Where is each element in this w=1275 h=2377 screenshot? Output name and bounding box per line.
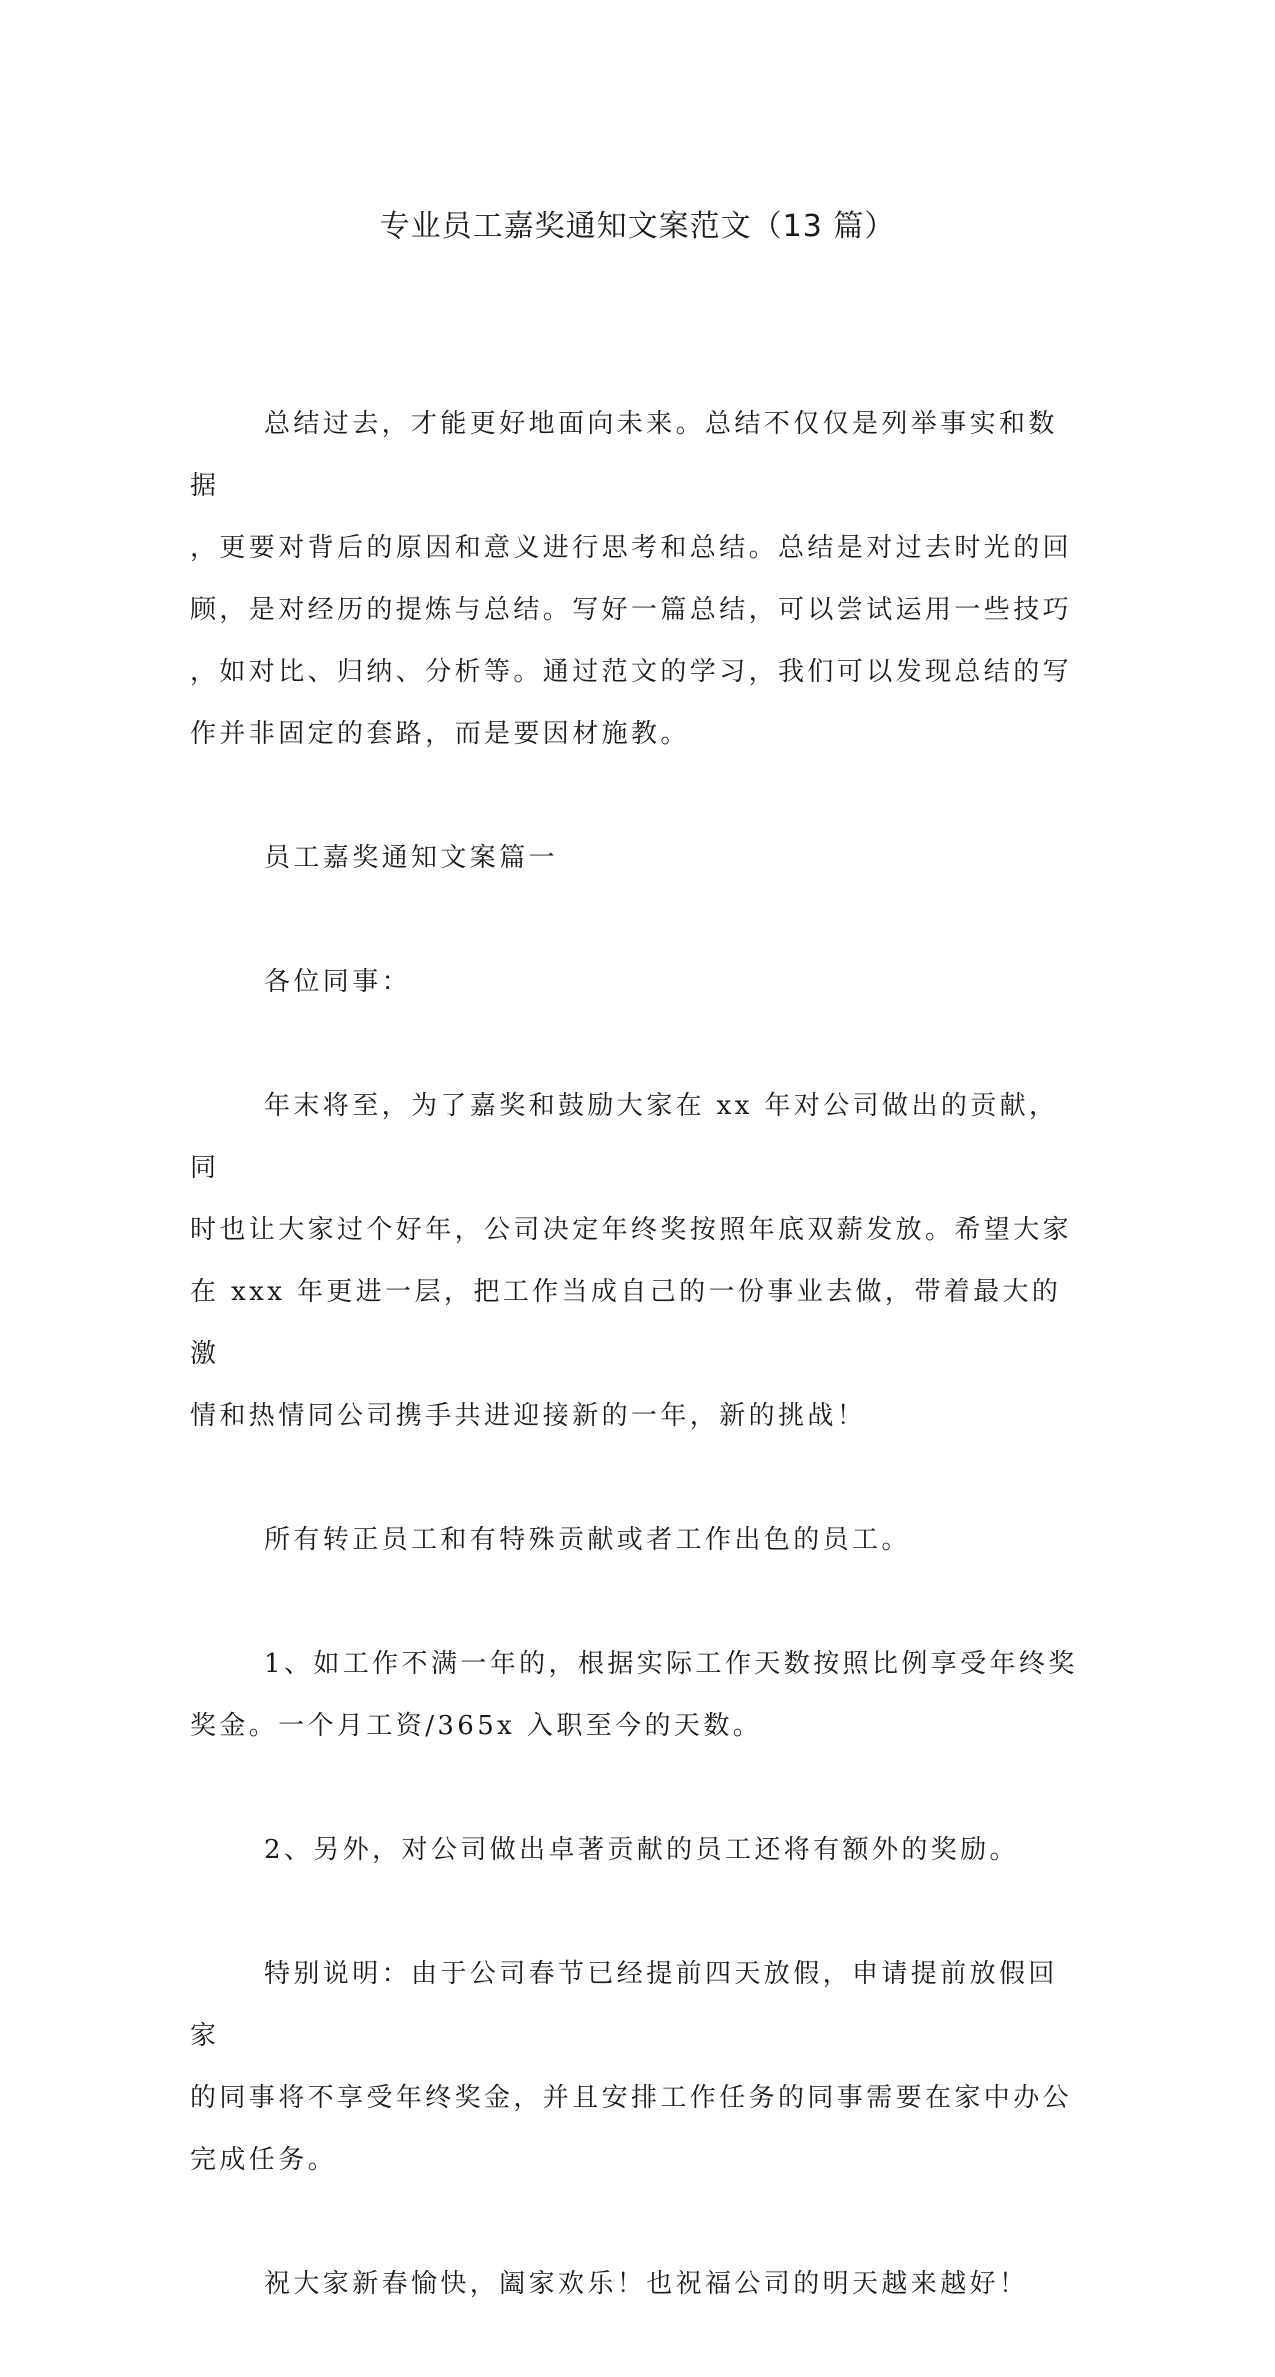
paragraph-intro: 总结过去，才能更好地面向未来。总结不仅仅是列举事实和数据 ，更要对背后的原因和意义进行思考和总结。总结是对过去时光的回 顾，是对经历的提炼与总结。写好一篇总结，可以尝试运用一些技巧 ，如对比、归纳、分析等。通过范文的学习，我们可以发现总结的写 作并非固定的套路，而是要因材施教。 bbox=[190, 409, 1073, 749]
paragraph-item-2: 2、另外，对公司做出卓著贡献的员工还将有额外的奖励。 bbox=[264, 1835, 1019, 1865]
document-title: 专业员工嘉奖通知文案范文（13 篇） bbox=[379, 209, 896, 244]
paragraph-item-1: 1、如工作不满一年的，根据实际工作天数按照比例享受年终奖 奖金。一个月工资/365x 入职至今的天数。 bbox=[190, 1649, 1078, 1741]
paragraph-closing: 祝大家新春愉快，阖家欢乐！也祝福公司的明天越来越好！ bbox=[264, 2269, 1029, 2299]
document-body bbox=[190, 331, 1078, 2377]
paragraph-eligibility: 所有转正员工和有特殊贡献或者工作出色的员工。 bbox=[264, 1525, 911, 1555]
paragraph-salutation: 各位同事： bbox=[264, 967, 412, 997]
paragraph-announcement: 年末将至，为了嘉奖和鼓励大家在 xx 年对公司做出的贡献，同 时也让大家过个好年，公司决定年终奖按照年底双薪发放。希望大家 在 xxx 年更进一层，把工作当成自己的一份事业去做，带着最大的激 情和热情同公司携手共进迎接新的一年，新的挑战！ bbox=[190, 1091, 1073, 1431]
paragraph-special-note: 特别说明：由于公司春节已经提前四天放假，申请提前放假回家 的同事将不享受年终奖金，并且安排工作任务的同事需要在家中办公 完成任务。 bbox=[190, 1959, 1073, 2175]
paragraph-section-heading: 员工嘉奖通知文案篇一 bbox=[264, 843, 559, 873]
